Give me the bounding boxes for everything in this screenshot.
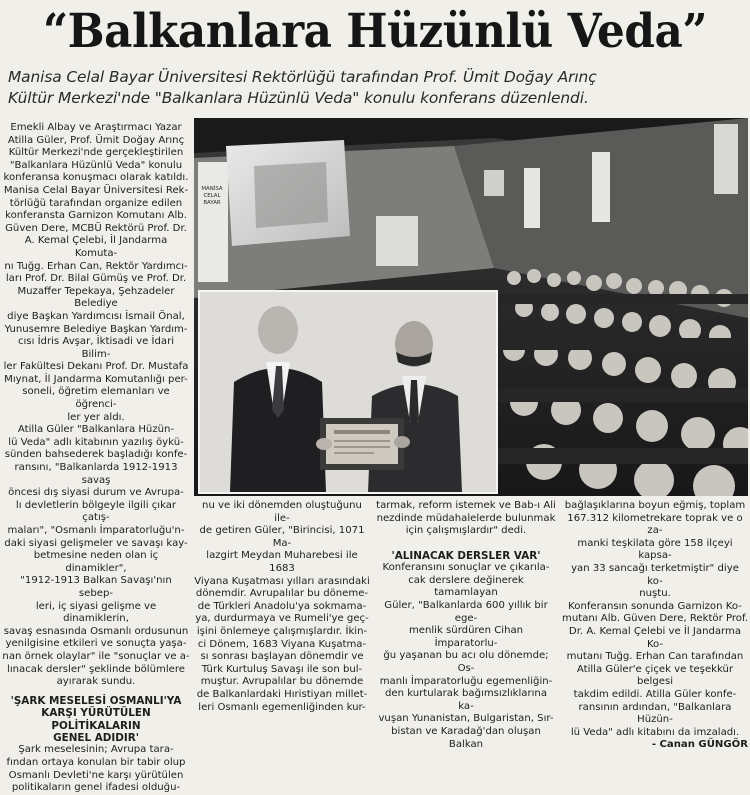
text-line: soneli, öğretim elemanları ve öğrenci-	[22, 386, 170, 411]
text-line: için çalışmışlardır" dedi.	[405, 525, 527, 537]
text-line: dönemdir. Avrupalılar bu döneme-	[195, 588, 369, 600]
text-line: lı devletlerin bölgeyle ilgili çıkar çatış-	[15, 499, 177, 524]
lead-paragraph	[8, 67, 746, 109]
text-line: Konferansın sonunda Garnizon Ko-	[568, 600, 742, 612]
subheading-line: 'ŞARK MESELESİ OSMANLI'YA	[10, 694, 182, 707]
subheading-line: GENEL ADIDIR'	[53, 731, 139, 744]
text-line: nan örnek olaylar" ile "sonuçlar ve a-	[2, 650, 190, 662]
text-line: ğu yaşanan bu acı olu dönemde; Os-	[383, 650, 549, 674]
text-line: ler Fakültesi Dekanı Prof. Dr. Mustafa	[3, 361, 189, 373]
headline: “Balkanlara Hüzünlü Veda”	[42, 4, 708, 59]
text-line: betmesine neden olan iç dinamikler",	[33, 550, 159, 574]
column-2	[194, 500, 370, 714]
text-line: 167.312 kilometrekare toprak ve o za-	[567, 512, 743, 537]
text-line: bistan ve Karadağ'dan oluşan Balkan	[391, 725, 541, 750]
text-line: ayırarak sundu.	[56, 676, 136, 688]
text-line: yan 33 sancağı terketmiştir" diye ko-	[571, 562, 739, 587]
column-1-tail	[2, 744, 190, 794]
text-line: lınacak dersler" şeklinde bölümlere	[7, 663, 185, 675]
text-line: savaş esnasında Osmanlı ordusunun	[3, 625, 189, 637]
column-4-body	[562, 500, 748, 739]
text-line: nı Tuğg. Erhan Can, Rektör Yardımcı-	[4, 260, 188, 272]
text-line: Atilla Güler "Balkanlara Hüzün-	[17, 424, 175, 436]
text-line: de Balkanlardaki Hıristiyan millet-	[196, 688, 368, 700]
text-line: Konferansını sonuçlar ve çıkarıla-	[382, 562, 550, 574]
banner-text-line-1: MANİSA	[201, 186, 223, 192]
text-line: vuşan Yunanistan, Bulgaristan, Sır-	[378, 713, 554, 725]
text-line: nezdinde müdahalelerde bulunmak	[376, 512, 556, 524]
byline	[562, 739, 748, 752]
text-line: muştur. Avrupalılar bu dönemde	[200, 676, 364, 688]
column-3-subheading: 'ALINACAK DERSLER VAR'	[391, 549, 541, 562]
text-line: Dr. A. Kemal Çelebi ve İl Jandarma Ko-	[568, 625, 742, 650]
text-line: cısı İdris Avşar, İktisadi ve İdari Bilim-	[17, 336, 175, 360]
column-1-subheading	[2, 695, 190, 745]
text-line: maları", "Osmanlı İmparatorluğu'n-	[7, 525, 185, 536]
text-line: ransını, "Balkanlarda 1912-1913 savaş	[14, 462, 178, 486]
banner-text-line-2: CELAL BAYAR	[203, 193, 221, 206]
text-line: Viyana Kuşatması yılları arasındaki	[194, 575, 370, 587]
text-line: törlüğü tarafından organize edilen	[9, 197, 183, 209]
text-line: sı sonrası başlayan dönemdir ve	[200, 651, 364, 663]
text-line: Yunusemre Belediye Başkan Yardım-	[4, 323, 188, 335]
text-line: konferansa konuşmacı olarak katıldı.	[3, 172, 189, 184]
text-line: işini önlemeye çalışmışlardır. İkin-	[196, 625, 368, 637]
text-line: Güler, "Balkanlarda 600 yıllık bir ege-	[384, 599, 548, 624]
text-line: menlik sürdüren Cihan İmparatorlu-	[408, 625, 524, 649]
text-line: diye Başkan Yardımcısı İsmail Önal,	[7, 310, 185, 322]
text-line: mutanı Tuğg. Erhan Can tarafından	[566, 651, 744, 663]
column-3-tail	[376, 562, 556, 751]
text-line: öncesi dış siyasi durum ve Avrupa-	[8, 487, 184, 499]
text-line: manki teşkilata göre 158 ilçeyi kapsa-	[577, 537, 733, 562]
text-line: manlı İmparatorluğu egemenliğin-	[379, 675, 553, 687]
text-line: bağlaşıklarına boyun eğmiş, toplam	[564, 500, 746, 511]
text-line: leri Osmanlı egemenliğinden kur-	[198, 701, 366, 713]
text-line: Türk Kurtuluş Savaşı ile son bul-	[201, 663, 363, 675]
text-line: ları Prof. Dr. Bilal Gümüş ve Prof. Dr.	[5, 273, 187, 285]
lead-line-2: Kültür Merkezi'nde "Balkanlara Hüzünlü Veda" konulu konferans düzenlendi.	[8, 89, 589, 107]
text-line: politikaların genel ifadesi olduğu-	[11, 782, 181, 794]
text-line: "1912-1913 Balkan Savaşı'nın sebep-	[20, 575, 172, 599]
text-line: ransının ardından, "Balkanlara Hüzün-	[578, 701, 732, 726]
text-line: leri, iç siyasi gelişme ve dinamiklerin,	[35, 600, 157, 625]
text-line: lü Veda" adlı kitabının yazılış öykü-	[8, 436, 184, 448]
text-line: Şark meselesinin; Avrupa tara-	[18, 744, 174, 756]
column-1	[2, 122, 190, 795]
text-line: den kurtularak bağımsızlıklarına ka-	[384, 688, 548, 712]
text-line: Emekli Albay ve Araştırmacı Yazar	[10, 122, 182, 133]
text-line: lazgirt Meydan Muharebesi ile 1683	[206, 550, 358, 574]
text-line: konferansta Garnizon Komutanı Alb.	[5, 210, 187, 222]
text-line: yenilgisine etkileri ve sonuçta yaşa-	[5, 638, 187, 650]
text-line: nu ve iki dönemden oluştuğunu ile-	[202, 500, 362, 524]
text-line: ler yer aldı.	[67, 411, 125, 423]
column-3-body	[376, 500, 556, 538]
text-line: Manisa Celal Bayar Üniversitesi Rek-	[3, 184, 189, 196]
column-4	[562, 500, 748, 752]
certificate-presentation-illustration	[200, 292, 496, 492]
text-line: de getiren Güler, "Birincisi, 1071 Ma-	[199, 525, 365, 549]
text-line: A. Kemal Çelebi, İl Jandarma Komuta-	[24, 235, 168, 259]
text-line: sünden bahsederek başladığı konfe-	[4, 449, 188, 461]
text-line: takdim edildi. Atilla Güler konfe-	[573, 688, 737, 700]
lead-line-1: Manisa Celal Bayar Üniversitesi Rektörlüğü tarafından Prof. Ümit Doğay Arınç	[8, 68, 597, 86]
column-1-body	[2, 122, 190, 689]
banner-text	[198, 186, 226, 207]
text-line: tarmak, reform istemek ve Bab-ı Ali	[376, 500, 556, 511]
inset-photo	[198, 290, 498, 494]
text-line: daki siyasi gelişmeler ve savaşı kay-	[4, 537, 188, 549]
text-line: ya, durdurmaya ve Rumeli'ye geç-	[195, 613, 369, 625]
text-line: mutanı Alb. Güven Dere, Rektör Prof.	[562, 613, 749, 625]
text-line: cak derslere değinerek tamamlayan	[408, 574, 524, 599]
text-line: Güven Dere, MCBÜ Rektörü Prof. Dr.	[5, 222, 187, 234]
text-line: Mıynat, İl Jandarma Komutanlığı per-	[4, 373, 188, 385]
text-line: Muzaffer Tepekaya, Şehzadeler Belediye	[17, 285, 175, 310]
text-line: nuştu.	[639, 588, 671, 600]
text-line: Kültür Merkezi'nde gerçekleştirilen	[8, 147, 184, 159]
text-line: lü Veda" adlı kitabını da imzaladı.	[570, 726, 740, 738]
text-line: Atilla Güler'e çiçek ve teşekkür belgesi	[576, 663, 734, 688]
subheading-line: KARŞI YÜRÜTÜLEN POLİTİKALARIN	[41, 707, 151, 732]
column-3	[376, 500, 556, 751]
text-line: Atilla Güler, Prof. Ümit Doğay Arınç	[7, 134, 185, 146]
column-2-body	[194, 500, 370, 714]
signature: - Canan GÜNGÖR	[651, 739, 748, 751]
text-line: de Türkleri Anadolu'ya sokmama-	[197, 600, 367, 612]
text-line: "Balkanlara Hüzünlü Veda" konulu	[9, 159, 183, 171]
text-line: Osmanlı Devleti'ne karşı yürütülen	[8, 769, 184, 781]
text-line: ci Dönem, 1683 Viyana Kuşatma-	[197, 638, 367, 650]
text-line: fından ortaya konulan bir tabir olup	[6, 756, 186, 768]
